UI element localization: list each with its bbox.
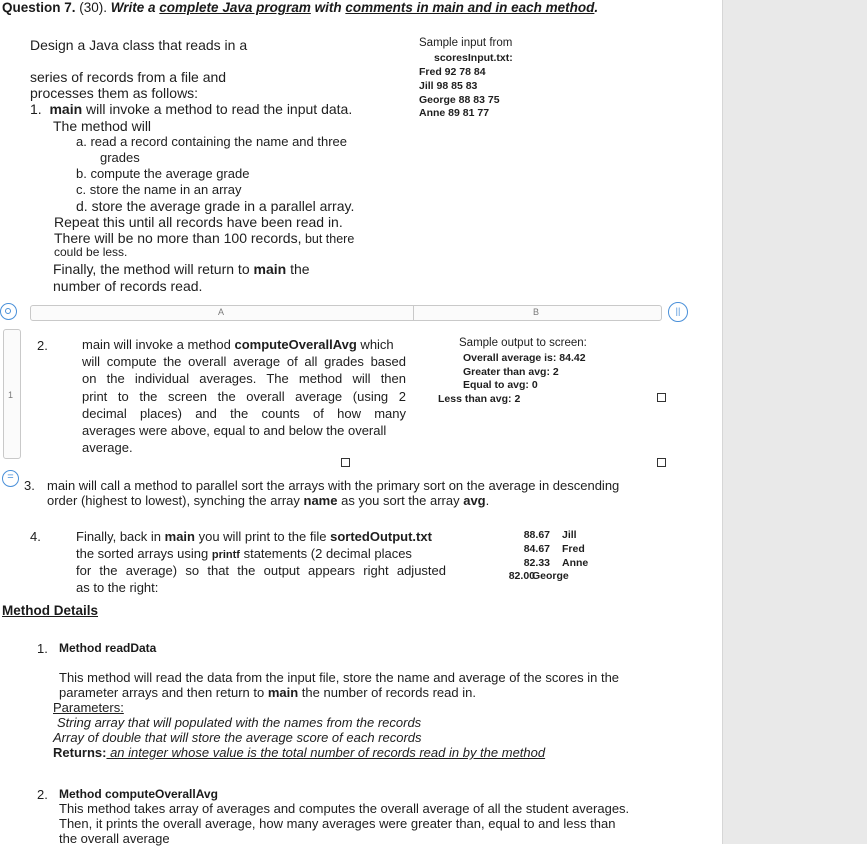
question-points: (30).	[75, 0, 111, 15]
sample-output-line: Greater than avg: 2	[463, 366, 559, 378]
step-2-line-2: will compute the overall average of all grades based	[82, 354, 406, 369]
sample-input-title-2: scoresInput.txt:	[434, 52, 513, 64]
step-3-end: .	[485, 493, 490, 508]
sample-output-line: Equal to avg: 0	[463, 379, 538, 391]
row-1-label[interactable]: 1	[8, 390, 14, 400]
sorted-avg: 82.00	[508, 570, 535, 582]
sample-input-line: Jill 98 85 83	[419, 80, 478, 92]
finally-line	[53, 261, 310, 277]
method-2-number: 2.	[37, 787, 48, 802]
step-1-cont: The method will	[53, 118, 152, 134]
finally-c: the	[286, 261, 310, 277]
step-4-line-1	[76, 528, 432, 545]
column-a-label[interactable]: A	[218, 307, 225, 317]
finally-a: Finally, the method will return to	[53, 261, 254, 277]
step-4-number: 4.	[30, 529, 41, 544]
resize-handle-icon[interactable]	[341, 458, 350, 467]
resize-handle-icon[interactable]	[657, 458, 666, 467]
column-header-bar	[30, 305, 662, 321]
sample-input-line: Fred 92 78 84	[419, 66, 486, 78]
column-b-label[interactable]: B	[533, 307, 540, 317]
step-2-line-7: average.	[82, 440, 133, 455]
no-more-b: but there	[301, 232, 355, 246]
sorted-avg: 84.67	[523, 543, 550, 555]
parameter-2: Array of double that will store the average score of each records	[53, 730, 422, 745]
method-2-title: Method computeOverallAvg	[59, 787, 218, 801]
instr-mid: with	[310, 0, 346, 15]
sub-c: c. store the name in an array	[76, 182, 242, 197]
sample-output-title: Sample output to screen:	[459, 337, 587, 349]
right-sidebar-panel	[722, 0, 867, 844]
sorted-name: George	[532, 570, 569, 582]
method-2-desc-2: Then, it prints the overall average, how many averages were greater than, equal to and less than	[59, 816, 616, 831]
finally-main: main	[253, 261, 287, 277]
step-4-file: sortedOutput.txt	[330, 529, 432, 544]
step-1-main: main	[49, 101, 83, 117]
returns-text: an integer whose value is the total number of records read in by the method	[106, 745, 546, 760]
design-line-1: Design a Java class that reads in a	[30, 37, 248, 53]
method-1-desc-2-b: the number of records read in.	[298, 685, 476, 700]
step-3-name: name	[303, 493, 338, 508]
could-be-less: could be less.	[54, 245, 128, 259]
sub-a-line-1: a. read a record containing the name and three	[76, 134, 348, 149]
sub-d: d. store the average grade in a parallel array.	[76, 198, 355, 214]
method-2-desc-1: This method takes array of averages and computes the overall average of all the student averages.	[59, 801, 630, 816]
step-2-line-6: averages were above, equal to and below the overall	[82, 423, 387, 438]
step-2-line-3: on the individual averages. The method will then	[82, 371, 406, 386]
step-2-l1-c: which	[356, 337, 394, 352]
instr-prefix: Write a	[110, 0, 160, 15]
step-3-number: 3.	[24, 478, 35, 493]
method-1-desc-1: This method will read the data from the input file, store the name and average of the scores in the	[59, 670, 620, 685]
sample-output-line: Overall average is: 84.42	[463, 352, 586, 364]
step-3-line-2	[47, 492, 489, 509]
equals-icon[interactable]: =	[2, 470, 19, 487]
instr-emphasis-2: comments in main and in each method	[345, 0, 595, 15]
select-table-icon[interactable]	[0, 303, 17, 320]
step-4-line-4: as to the right:	[76, 580, 159, 595]
step-2-method: computeOverallAvg	[234, 337, 357, 352]
step-2-l1-a: main will invoke a method	[82, 337, 235, 352]
sorted-avg: 82.33	[523, 557, 550, 569]
no-more-a: There will be no more than 100 records,	[54, 230, 302, 246]
sample-input-line: Anne 89 81 77	[419, 107, 490, 119]
sub-a-line-2: grades	[100, 150, 140, 165]
step-4-main: main	[164, 529, 195, 544]
method-2-desc-3: the overall average	[59, 831, 170, 846]
column-divider[interactable]	[413, 306, 414, 320]
method-details-heading: Method Details	[2, 603, 99, 618]
sample-input-line: George 88 83 75	[419, 94, 500, 106]
parameters-label: Parameters:	[53, 700, 124, 715]
step-4-printf: printf	[211, 549, 240, 561]
step-1-number: 1.	[30, 101, 42, 117]
repeat-line: Repeat this until all records have been read in.	[54, 214, 343, 230]
sample-output-line: Less than avg: 2	[438, 393, 521, 405]
sorted-avg: 88.67	[523, 529, 550, 541]
step-2-line-4: print to the screen the overall average (using 2	[82, 389, 406, 404]
step-3-l2-b: as you sort the array	[337, 493, 464, 508]
number-read-line: number of records read.	[53, 278, 203, 294]
resize-handle-icon[interactable]	[657, 393, 666, 402]
sorted-name: Anne	[562, 557, 589, 569]
step-2-line-5: decimal places) and the counts of how many	[82, 406, 406, 421]
method-1-desc-2-a: parameter arrays and then return to	[59, 685, 268, 700]
step-1-line	[30, 101, 352, 117]
method-1-title: Method readData	[59, 641, 157, 655]
sub-b: b. compute the average grade	[76, 166, 250, 181]
question-title	[2, 0, 598, 15]
instr-end: .	[594, 0, 599, 15]
step-3-avg: avg	[463, 493, 486, 508]
step-1-rest: will invoke a method to read the input data.	[82, 101, 353, 117]
method-1-number: 1.	[37, 641, 48, 656]
step-3-line-1: main will call a method to parallel sort the arrays with the primary sort on the average in descending	[47, 478, 620, 493]
design-line-2: series of records from a file and	[30, 69, 227, 85]
step-4-l2-a: the sorted arrays using	[76, 546, 212, 561]
step-4-l1-a: Finally, back in	[76, 529, 165, 544]
step-3-l2-a: order (highest to lowest), synching the array	[47, 493, 304, 508]
pause-icon[interactable]: ||	[668, 302, 688, 322]
sorted-name: Jill	[562, 529, 577, 541]
step-4-l2-b: statements (2 decimal places	[239, 546, 412, 561]
step-2-line-1	[82, 336, 394, 353]
returns-label: Returns:	[53, 745, 107, 760]
sample-input-title-1: Sample input from	[419, 37, 513, 49]
design-line-3: processes them as follows:	[30, 85, 199, 101]
step-4-l1-b: you will print to the file	[194, 529, 331, 544]
row-header-rail[interactable]	[3, 329, 21, 459]
method-1-main: main	[267, 685, 299, 700]
instr-emphasis-1: complete Java program	[159, 0, 311, 15]
returns-line	[53, 744, 545, 761]
question-number: Question 7.	[2, 0, 76, 15]
step-4-line-3: for the average) so that the output appears right adjusted	[76, 563, 446, 578]
parameter-1: String array that will populated with the names from the records	[57, 715, 422, 730]
sorted-name: Fred	[562, 543, 585, 555]
step-2-number: 2.	[37, 338, 48, 353]
